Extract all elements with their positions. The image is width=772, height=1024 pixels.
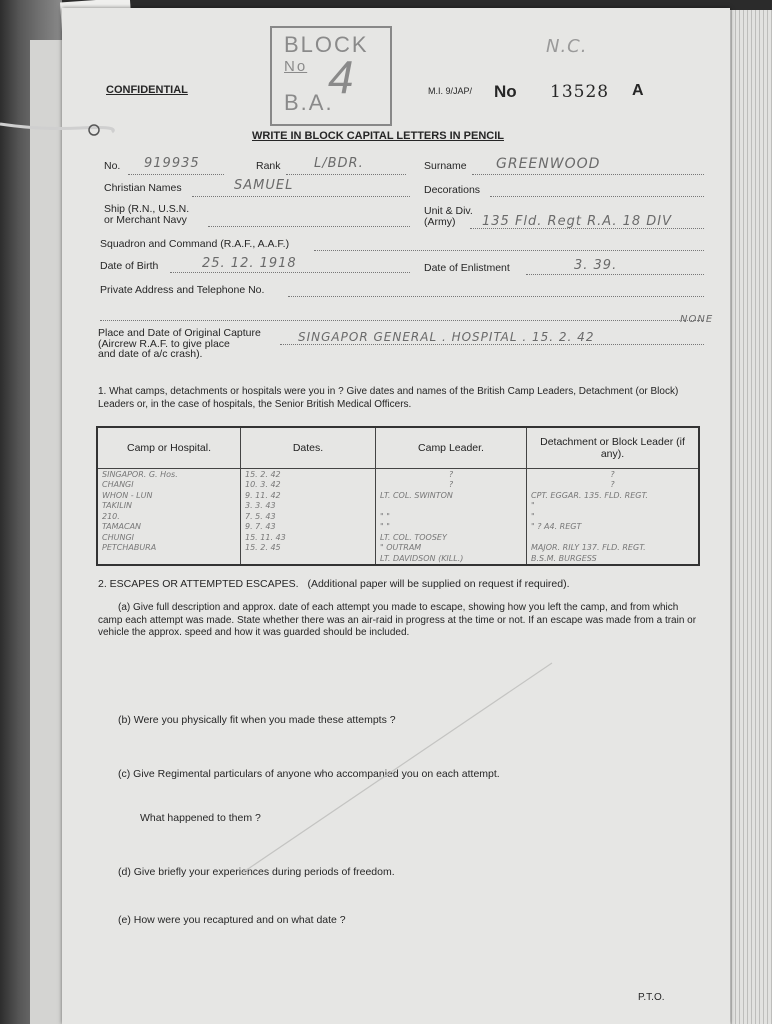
squadron-line — [314, 250, 704, 251]
leader-cell: " " — [376, 522, 527, 533]
dates-cell: 9. 7. 43 — [241, 522, 376, 533]
christian-names-label: Christian Names — [104, 182, 182, 194]
unit-label-line-1: Unit & Div. — [424, 205, 473, 217]
table-row — [97, 490, 699, 501]
header-dates: Dates. — [241, 427, 376, 469]
camp-cell: 210. — [97, 511, 241, 522]
leader-cell: LT. DAVIDSON (KILL.) — [376, 553, 527, 565]
no-value: 919935 — [144, 156, 200, 171]
enlistment-line — [526, 274, 704, 275]
pto-label: P.T.O. — [638, 992, 665, 1003]
address-value: NONE — [680, 314, 714, 325]
dates-cell: 7. 5. 43 — [241, 511, 376, 522]
table-row — [97, 511, 699, 522]
leader-cell: ? — [376, 480, 527, 491]
christian-names-line — [192, 196, 410, 197]
detachment-cell: MAJOR. RILY 137. FLD. REGT. — [527, 543, 700, 554]
leader-cell: LT. COL. SWINTON — [376, 490, 527, 501]
camp-cell: SINGAPOR. G. Hos. — [97, 469, 241, 480]
number-label: No — [494, 82, 517, 101]
camp-cell — [97, 553, 241, 565]
dates-cell: 15. 2. 45 — [241, 543, 376, 554]
camp-cell: TAMACAN — [97, 522, 241, 533]
instruction-heading: WRITE IN BLOCK CAPITAL LETTERS IN PENCIL — [252, 130, 504, 142]
dates-cell: 15. 11. 43 — [241, 532, 376, 543]
detachment-cell — [527, 532, 700, 543]
detachment-cell: " — [527, 511, 700, 522]
question-2d-text: (d) Give briefly your experiences during periods of freedom. — [118, 866, 395, 878]
dob-label: Date of Birth — [100, 260, 159, 272]
no-label: No. — [104, 160, 121, 172]
dates-cell: 15. 2. 42 — [241, 469, 376, 480]
capture-line — [280, 344, 704, 345]
table-row — [97, 469, 699, 480]
capture-label — [98, 328, 261, 360]
camp-cell: TAKILIN — [97, 501, 241, 512]
question-2b-text: (b) Were you physically fit when you made these attempts ? — [118, 714, 396, 726]
stamp-line-3: B.A. — [284, 90, 334, 115]
table-row — [97, 522, 699, 533]
decorations-label: Decorations — [424, 184, 481, 196]
capture-value: SINGAPOR GENERAL . HOSPITAL . 15. 2. 42 — [298, 330, 595, 344]
capture-label-line-2: (Aircrew R.A.F. to give place — [98, 337, 230, 350]
squadron-label: Squadron and Command (R.A.F., A.A.F.) — [100, 238, 290, 250]
detachment-cell: ? — [527, 469, 700, 480]
question-2-note: (Additional paper will be supplied on request if required). — [307, 578, 570, 590]
rank-label: Rank — [256, 160, 281, 172]
string-tie-icon — [0, 116, 120, 136]
leader-cell: LT. COL. TOOSEY — [376, 532, 527, 543]
question-2-title: 2. ESCAPES OR ATTEMPTED ESCAPES. — [98, 578, 299, 590]
surname-value: GREENWOOD — [496, 156, 601, 172]
unit-label — [424, 206, 473, 228]
header-camp: Camp or Hospital. — [97, 427, 241, 469]
unit-value: 135 Fld. Regt R.A. 18 DIV — [482, 214, 673, 229]
table-row — [97, 480, 699, 491]
dob-value: 25. 12. 1918 — [202, 256, 297, 271]
document-page — [62, 8, 730, 1024]
dates-cell — [241, 553, 376, 565]
detachment-cell: " — [527, 501, 700, 512]
ship-label — [104, 204, 189, 226]
christian-names-value: SAMUEL — [234, 178, 294, 193]
leader-cell: " " — [376, 511, 527, 522]
ship-label-line-2: or Merchant Navy — [104, 214, 187, 226]
capture-label-line-1: Place and Date of Original Capture — [98, 327, 261, 339]
question-2a-text: (a) Give full description and approx. date of each attempt you made to escape, showing how you left the camp, and from which camp each attempt was made. State whether there was an air-raid in progress at the time or not. If an escape was made from a train or vehicle the approx. speed and how it was guarded should be included. — [98, 602, 697, 638]
address-line-2 — [100, 320, 704, 321]
detachment-cell: B.S.M. BURGESS — [527, 553, 700, 565]
diagonal-strike-mark — [242, 658, 562, 878]
table-row — [97, 501, 699, 512]
header-camp-leader: Camp Leader. — [376, 427, 527, 469]
detachment-cell: " ? A4. REGT — [527, 522, 700, 533]
detachment-cell: ? — [527, 480, 700, 491]
stamp-line-1: BLOCK — [284, 32, 369, 57]
no-line — [128, 174, 224, 175]
rank-line — [286, 174, 406, 175]
form-reference: M.I. 9/JAP/ — [428, 86, 473, 96]
camp-cell: PETCHABURA — [97, 543, 241, 554]
block-stamp — [270, 26, 392, 126]
address-line-1 — [288, 296, 704, 297]
table-row — [97, 532, 699, 543]
stamp-number: 4 — [328, 51, 356, 103]
surname-line — [472, 174, 704, 175]
leader-cell: " OUTRAM — [376, 543, 527, 554]
enlistment-value: 3. 39. — [574, 258, 618, 273]
question-1-text: 1. What camps, detachments or hospitals were you in ? Give dates and names of the British Camp Leaders, Detachment (or Block) Leaders or, in the case of hospitals, the Senior British Medical Officers. — [98, 386, 679, 410]
stamp-line-2: No — [284, 58, 308, 75]
dates-cell: 9. 11. 42 — [241, 490, 376, 501]
question-2c-followup: What happened to them ? — [140, 812, 261, 824]
capture-label-line-3: and date of a/c crash). — [98, 348, 203, 360]
address-label: Private Address and Telephone No. — [100, 284, 265, 296]
enlistment-label: Date of Enlistment — [424, 262, 510, 274]
ship-line — [208, 226, 410, 227]
corner-annotation: N.C. — [546, 36, 588, 57]
ship-label-line-1: Ship (R.N., U.S.N. — [104, 203, 190, 215]
dates-cell: 3. 3. 43 — [241, 501, 376, 512]
leader-cell: ? — [376, 469, 527, 480]
table-row — [97, 543, 699, 554]
camps-table-header — [97, 427, 699, 469]
serial-suffix: A — [632, 82, 644, 99]
question-2c-text: (c) Give Regimental particulars of anyone who accompanied you on each attempt. — [118, 768, 500, 780]
surname-label: Surname — [424, 160, 467, 172]
rank-value: L/BDR. — [314, 156, 364, 171]
header-detachment-leader: Detachment or Block Leader (if any). — [527, 427, 700, 469]
confidential-label: CONFIDENTIAL — [106, 84, 188, 96]
camp-cell: CHUNGI — [97, 532, 241, 543]
dob-line — [170, 272, 410, 273]
camp-cell: CHANGI — [97, 480, 241, 491]
dates-cell: 10. 3. 42 — [241, 480, 376, 491]
camp-cell: WHON - LUN — [97, 490, 241, 501]
question-2-heading — [98, 578, 570, 590]
leader-cell — [376, 501, 527, 512]
serial-number: 13528 — [550, 82, 610, 102]
detachment-cell: CPT. EGGAR. 135. FLD. REGT. — [527, 490, 700, 501]
camps-table — [96, 426, 700, 566]
decorations-line — [490, 196, 704, 197]
question-2e-text: (e) How were you recaptured and on what date ? — [118, 914, 346, 926]
table-row — [97, 553, 699, 565]
unit-label-line-2: (Army) — [424, 216, 456, 228]
